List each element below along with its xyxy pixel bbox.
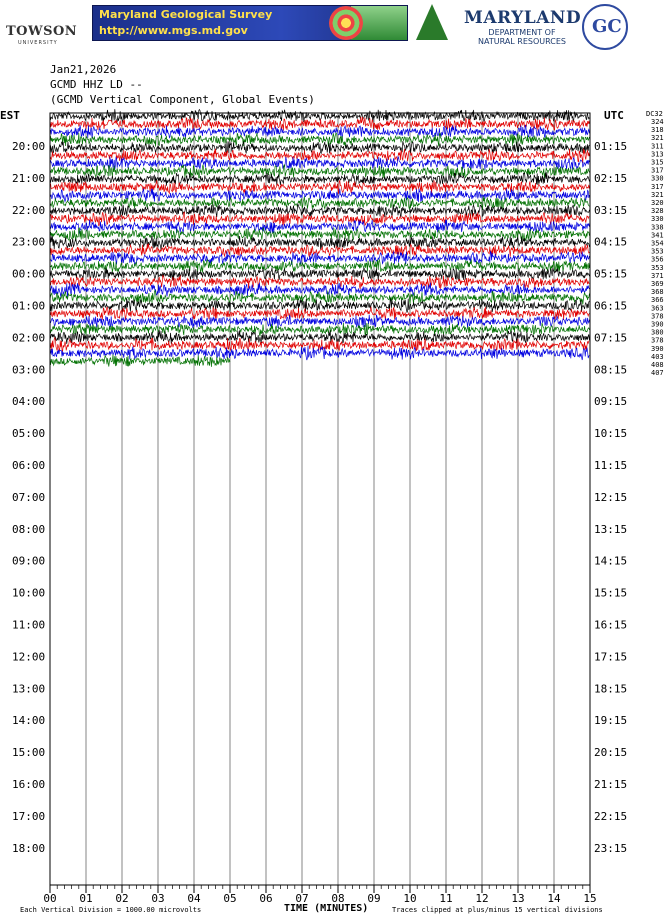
dc-offset-label: 353 [651, 247, 664, 256]
mgs-url: http://www.mgs.md.gov [99, 24, 248, 37]
utc-hour-label: 05:15 [594, 267, 628, 281]
mgs-title: Maryland Geological Survey [99, 8, 273, 21]
grid-lines [86, 113, 554, 885]
x-tick-label: 03 [151, 892, 165, 905]
dc-offset-label: 317 [651, 166, 664, 175]
x-tick-label: 13 [511, 892, 525, 905]
est-hour-label: 10:00 [12, 586, 46, 600]
x-axis-label: TIME (MINUTES) [284, 903, 369, 914]
utc-hour-label: 13:15 [594, 522, 628, 536]
x-tick-label: 04 [187, 892, 201, 905]
utc-hour-label: 09:15 [594, 395, 628, 409]
est-hour-label: 06:00 [12, 459, 46, 472]
dc-offset-label: 324 [651, 118, 664, 126]
dc-offset-label: 368 [651, 288, 664, 297]
utc-hour-label: 07:15 [594, 331, 628, 345]
dc-offset-label: 353 [651, 263, 664, 272]
dc-offset-label: 330 [651, 174, 664, 183]
x-tick-label: 12 [475, 892, 489, 905]
x-tick-label: 08 [331, 892, 345, 905]
dc-offset-label: 328 [651, 207, 664, 216]
utc-hour-label: 20:15 [594, 746, 628, 760]
dc-offset-label: 354 [651, 239, 664, 248]
est-hour-label: 13:00 [12, 682, 46, 696]
dc-offset-label: 318 [651, 126, 664, 135]
dc-offset-label: 407 [651, 369, 664, 378]
est-hour-label: 01:00 [12, 299, 46, 313]
utc-hour-label: 04:15 [594, 235, 628, 249]
dc-offset-label: 356 [651, 255, 664, 264]
est-hour-label: 02:00 [12, 331, 46, 345]
utc-hour-label: 21:15 [594, 778, 628, 791]
est-hour-label: 12:00 [12, 650, 46, 664]
est-hour-label: 14:00 [12, 714, 46, 728]
utc-hour-label: 08:15 [594, 363, 628, 377]
x-tick-label: 02 [115, 892, 129, 905]
est-hour-label: 22:00 [12, 203, 46, 217]
utc-hour-label: 14:15 [594, 554, 628, 568]
est-axis-label: EST [0, 109, 20, 122]
dnr-sub: DEPARTMENT OF NATURAL RESOURCES [478, 28, 567, 46]
utc-hour-label: 11:15 [594, 459, 628, 472]
utc-hour-label: 02:15 [594, 171, 628, 185]
utc-hour-label: 18:15 [594, 682, 628, 696]
est-hour-label: 23:00 [12, 235, 46, 249]
dc-offset-label: 313 [651, 150, 664, 159]
dc-offset-label: 366 [651, 296, 664, 305]
dc-offset-label: 390 [651, 344, 664, 353]
dc-offset-label: 341 [651, 231, 664, 240]
trace-line [50, 109, 589, 122]
dc-offset-label: 369 [651, 280, 664, 288]
traces [50, 109, 589, 367]
est-hour-label: 15:00 [12, 746, 46, 760]
footer-right: Traces clipped at plus/minus 15 vertical divisions [392, 906, 603, 914]
x-tick-label: 11 [439, 892, 453, 905]
est-hour-label: 05:00 [12, 427, 46, 441]
trace-line [50, 165, 589, 179]
est-hour-label: 09:00 [12, 554, 46, 568]
trace-line [50, 346, 589, 360]
trace-line [50, 259, 589, 272]
x-tick-label: 00 [43, 892, 57, 905]
x-tick-label: 06 [259, 892, 273, 905]
utc-hour-label: 10:15 [594, 427, 628, 441]
dc-offset-label: 403 [651, 352, 664, 361]
trace-line [50, 268, 589, 282]
trace-line [50, 251, 589, 265]
utc-hour-label: 19:15 [594, 714, 628, 728]
dc-offset-label: 363 [651, 304, 664, 313]
dc-offset-label: 378 [651, 312, 664, 321]
utc-hour-label: 17:15 [594, 650, 628, 664]
utc-hour-label: 15:15 [594, 586, 628, 600]
dc-offset-label: 321 [651, 134, 664, 143]
trace-line [50, 323, 589, 337]
dnr-name: MARYLAND [464, 8, 582, 28]
chart-date: Jan21,2026 [50, 63, 117, 76]
utc-hour-label: 01:15 [594, 140, 628, 153]
garrett-initials: GC [592, 16, 622, 37]
utc-axis-label: UTC [604, 109, 624, 122]
chart-station: GCMD HHZ LD -- [50, 78, 143, 91]
dc-offset-label: 321 [651, 190, 664, 199]
est-hour-label: 16:00 [12, 778, 46, 791]
est-hour-label: 21:00 [12, 171, 46, 185]
x-tick-label: 10 [403, 892, 417, 905]
x-tick-label: 09 [367, 892, 381, 905]
dc-offset-label: 330 [651, 215, 664, 224]
utc-hour-label: 16:15 [594, 618, 628, 632]
est-hour-label: 03:00 [12, 363, 46, 377]
est-hour-label: 11:00 [12, 618, 46, 632]
dc-offset-label: 371 [651, 271, 664, 280]
dc-offset-label: 408 [651, 361, 664, 369]
dc-offset-label: 320 [651, 199, 664, 207]
dc-offset-label: 390 [651, 320, 664, 329]
trace-line [50, 338, 589, 352]
utc-hour-label: 22:15 [594, 809, 628, 823]
x-tick-label: 01 [79, 892, 93, 905]
trace-line [50, 157, 589, 170]
utc-hour-label: 12:15 [594, 490, 628, 504]
est-hour-label: 04:00 [12, 395, 46, 409]
dc-offset-label: 317 [651, 182, 664, 191]
towson-name: TOWSON [6, 24, 78, 39]
x-tick-label: 14 [547, 892, 561, 905]
towson-sub: UNIVERSITY [18, 40, 58, 46]
x-tick-label: 05 [223, 892, 237, 905]
utc-hour-label: 23:15 [594, 841, 628, 855]
dc-label: DC32 [646, 110, 663, 118]
utc-hour-label: 06:15 [594, 299, 628, 313]
trace-line [50, 355, 230, 367]
est-hour-label: 20:00 [12, 140, 46, 153]
dc-offset-label: 311 [651, 142, 664, 151]
footer-left: Each Vertical Division = 1000.00 microvolts [20, 906, 202, 914]
est-hour-label: 07:00 [12, 490, 46, 504]
trace-line [50, 204, 589, 218]
trace-line [50, 172, 589, 186]
x-tick-label: 15 [583, 892, 597, 905]
dc-offset-label: 380 [651, 328, 664, 337]
est-hour-label: 00:00 [12, 267, 46, 281]
x-tick-label: 07 [295, 892, 309, 905]
dc-offset-label: 338 [651, 223, 664, 232]
chart-description: (GCMD Vertical Component, Global Events) [50, 93, 315, 106]
dc-offset-label: 315 [651, 158, 664, 167]
est-hour-label: 08:00 [12, 522, 46, 536]
utc-hour-label: 03:15 [594, 203, 628, 217]
est-hour-label: 17:00 [12, 809, 46, 823]
trace-line [50, 290, 589, 304]
dc-offset-label: 378 [651, 336, 664, 345]
est-hour-label: 18:00 [12, 841, 46, 855]
trace-line [50, 212, 589, 226]
